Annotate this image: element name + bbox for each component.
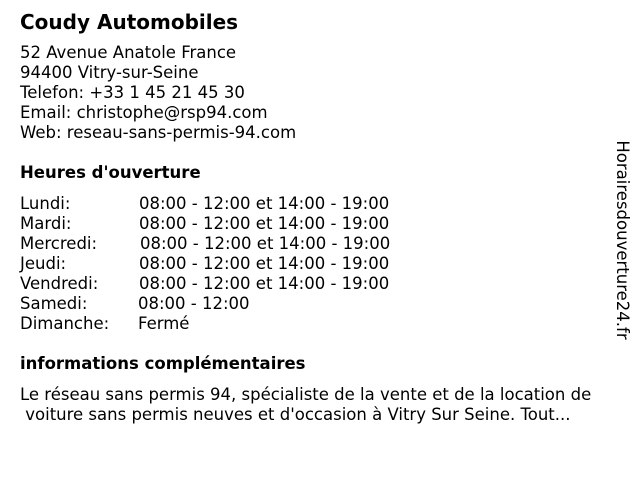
address-street: 52 Avenue Anatole France bbox=[20, 43, 237, 62]
hours-day: Jeudi: bbox=[20, 254, 67, 273]
hours-day: Lundi: bbox=[20, 194, 71, 213]
hours-time: 08:00 - 12:00 et 14:00 - 19:00 bbox=[139, 254, 390, 273]
hours-time: Fermé bbox=[138, 314, 190, 333]
hours-time: 08:00 - 12:00 et 14:00 - 19:00 bbox=[139, 214, 390, 233]
website-url: Web: reseau-sans-permis-94.com bbox=[20, 123, 297, 142]
hours-day: Mercredi: bbox=[20, 234, 98, 253]
hours-day: Samedi: bbox=[20, 294, 88, 313]
hours-day: Mardi: bbox=[20, 214, 72, 233]
business-description bbox=[20, 385, 630, 425]
hours-day: Dimanche: bbox=[20, 314, 110, 333]
description-line: Le réseau sans permis 94, spécialiste de la vente et de la location de bbox=[20, 385, 592, 404]
business-name: Coudy Automobiles bbox=[20, 10, 239, 34]
hours-time: 08:00 - 12:00 bbox=[138, 294, 250, 313]
hours-time: 08:00 - 12:00 et 14:00 - 19:00 bbox=[139, 274, 390, 293]
description-line: voiture sans permis neuves et d'occasion à Vitry Sur Seine. Tout... bbox=[20, 405, 571, 424]
address-city: 94400 Vitry-sur-Seine bbox=[20, 63, 199, 82]
opening-hours-heading: Heures d'ouverture bbox=[20, 163, 201, 182]
contact-block bbox=[20, 43, 296, 143]
hours-time: 08:00 - 12:00 et 14:00 - 19:00 bbox=[140, 234, 391, 253]
hours-time: 08:00 - 12:00 et 14:00 - 19:00 bbox=[139, 194, 390, 213]
phone-number: Telefon: +33 1 45 21 45 30 bbox=[20, 83, 245, 102]
email-address: Email: christophe@rsp94.com bbox=[20, 103, 268, 122]
site-watermark: Horairesdouverture24.fr bbox=[613, 140, 632, 340]
hours-day: Vendredi: bbox=[20, 274, 99, 293]
additional-info-heading: informations complémentaires bbox=[20, 354, 306, 373]
